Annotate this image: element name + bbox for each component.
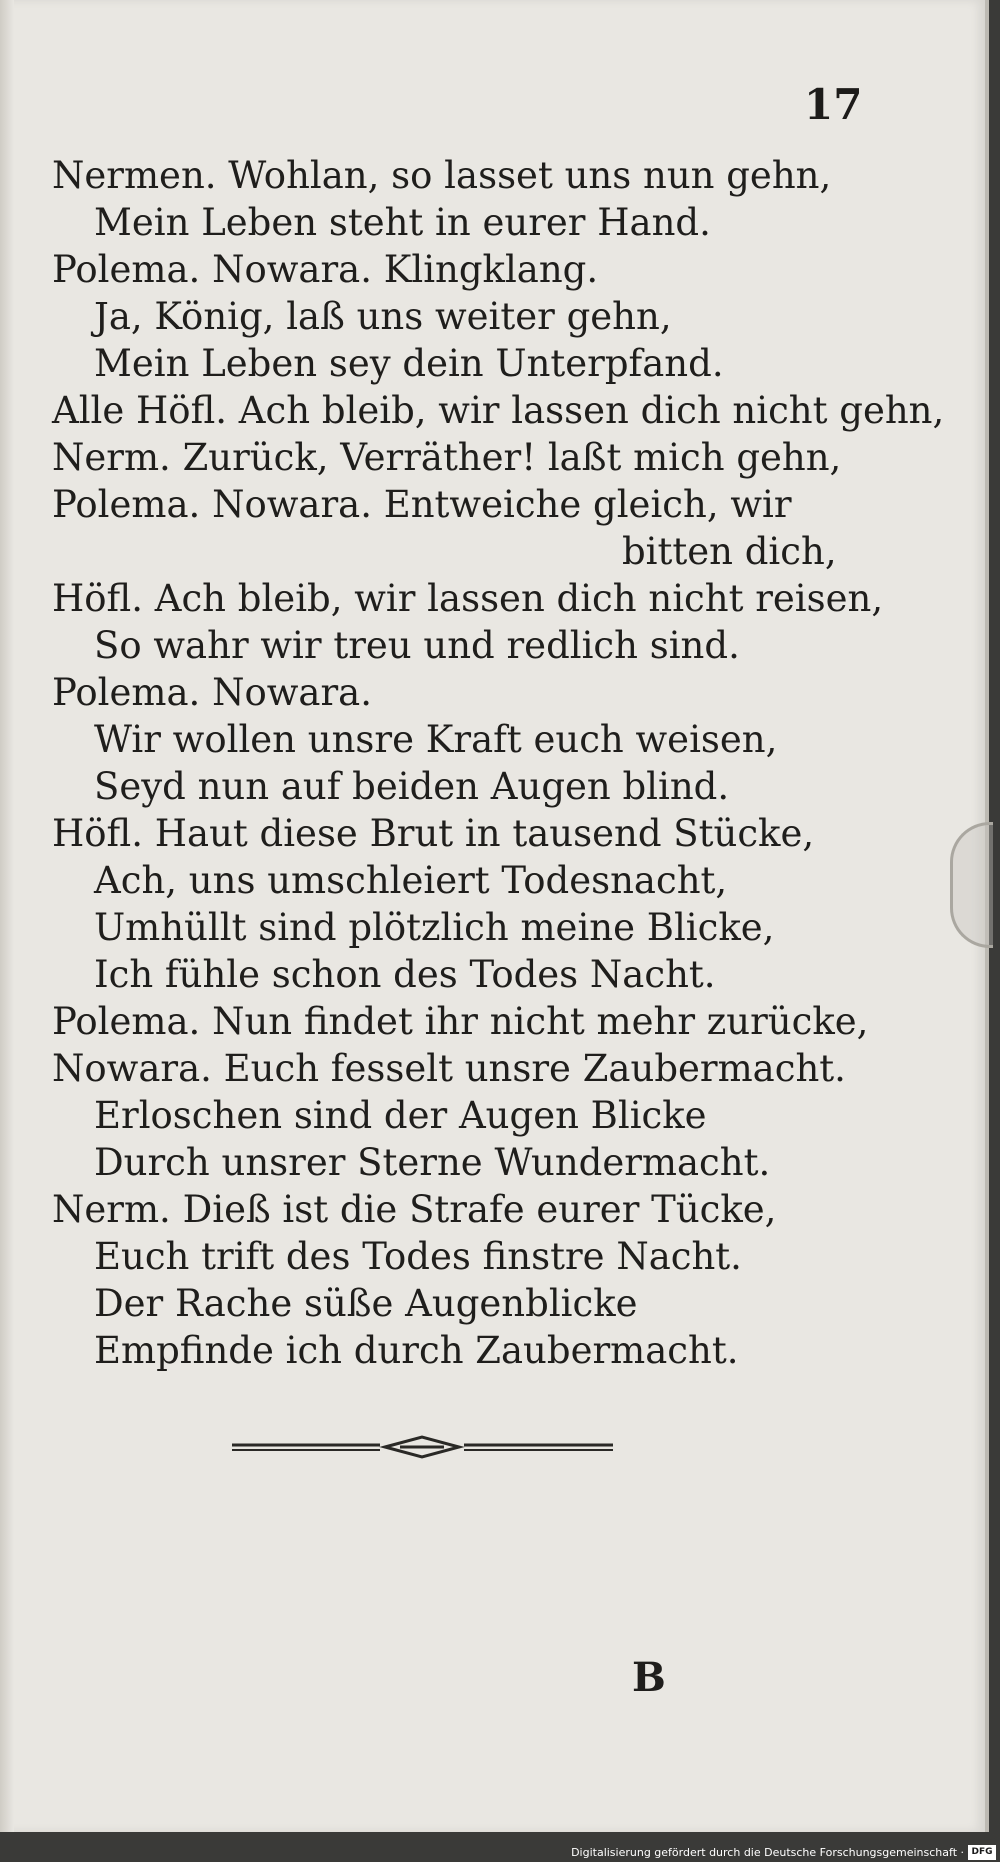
- verse-line: Höfl. Ach bleib, wir lassen dich nicht reisen,: [52, 577, 884, 620]
- verse-line: Durch unsrer Sterne Wundermacht.: [94, 1141, 771, 1184]
- page-gutter: [0, 0, 14, 1832]
- verse-text-block: [52, 152, 945, 1374]
- verse-line: bitten dich,: [622, 530, 837, 573]
- ornament-divider: [230, 1432, 615, 1462]
- verse-line: Umhüllt sind plötzlich meine Blicke,: [94, 906, 775, 949]
- verse-line: Ach, uns umschleiert Todesnacht,: [94, 859, 728, 902]
- verse-line: Höfl. Haut diese Brut in tausend Stücke,: [52, 812, 815, 855]
- verse-line: Der Rache süße Augenblicke: [94, 1282, 638, 1325]
- book-clip: [950, 822, 993, 948]
- verse-line: Polema. Nun findet ihr nicht mehr zurücke,: [52, 1000, 869, 1043]
- verse-line: Alle Höfl. Ach bleib, wir lassen dich nicht gehn,: [52, 389, 945, 432]
- verse-line: Nermen. Wohlan, so lasset uns nun gehn,: [52, 154, 832, 197]
- verse-line: Ich fühle schon des Todes Nacht.: [94, 953, 716, 996]
- verse-line: Mein Leben steht in eurer Hand.: [94, 201, 711, 244]
- verse-line: Seyd nun auf beiden Augen blind.: [94, 765, 730, 808]
- page-number: 17: [804, 80, 863, 129]
- verse-line: Mein Leben sey dein Unterpfand.: [94, 342, 724, 385]
- verse-line: Erloschen sind der Augen Blicke: [94, 1094, 707, 1137]
- verse-line: Euch trift des Todes finstre Nacht.: [94, 1235, 742, 1278]
- verse-line: Empfinde ich durch Zaubermacht.: [94, 1329, 739, 1372]
- verse-line: Polema. Nowara. Klingklang.: [52, 248, 599, 291]
- signature-mark: B: [632, 1654, 666, 1701]
- dfg-credit: Digitalisierung gefördert durch die Deutsche Forschungsgemeinschaft ·: [571, 1846, 964, 1859]
- verse-line: Nowara. Euch fesselt unsre Zaubermacht.: [52, 1047, 846, 1090]
- verse-line: Nerm. Dieß ist die Strafe eurer Tücke,: [52, 1188, 777, 1231]
- verse-line: Ja, König, laß uns weiter gehn,: [94, 295, 672, 338]
- verse-line: So wahr wir treu und redlich sind.: [94, 624, 740, 667]
- verse-line: Nerm. Zurück, Verräther! laßt mich gehn,: [52, 436, 842, 479]
- verse-line: Polema. Nowara.: [52, 671, 372, 714]
- verse-line: Wir wollen unsre Kraft euch weisen,: [94, 718, 778, 761]
- dfg-logo: DFG: [968, 1845, 996, 1860]
- verse-line: Polema. Nowara. Entweiche gleich, wir: [52, 483, 792, 526]
